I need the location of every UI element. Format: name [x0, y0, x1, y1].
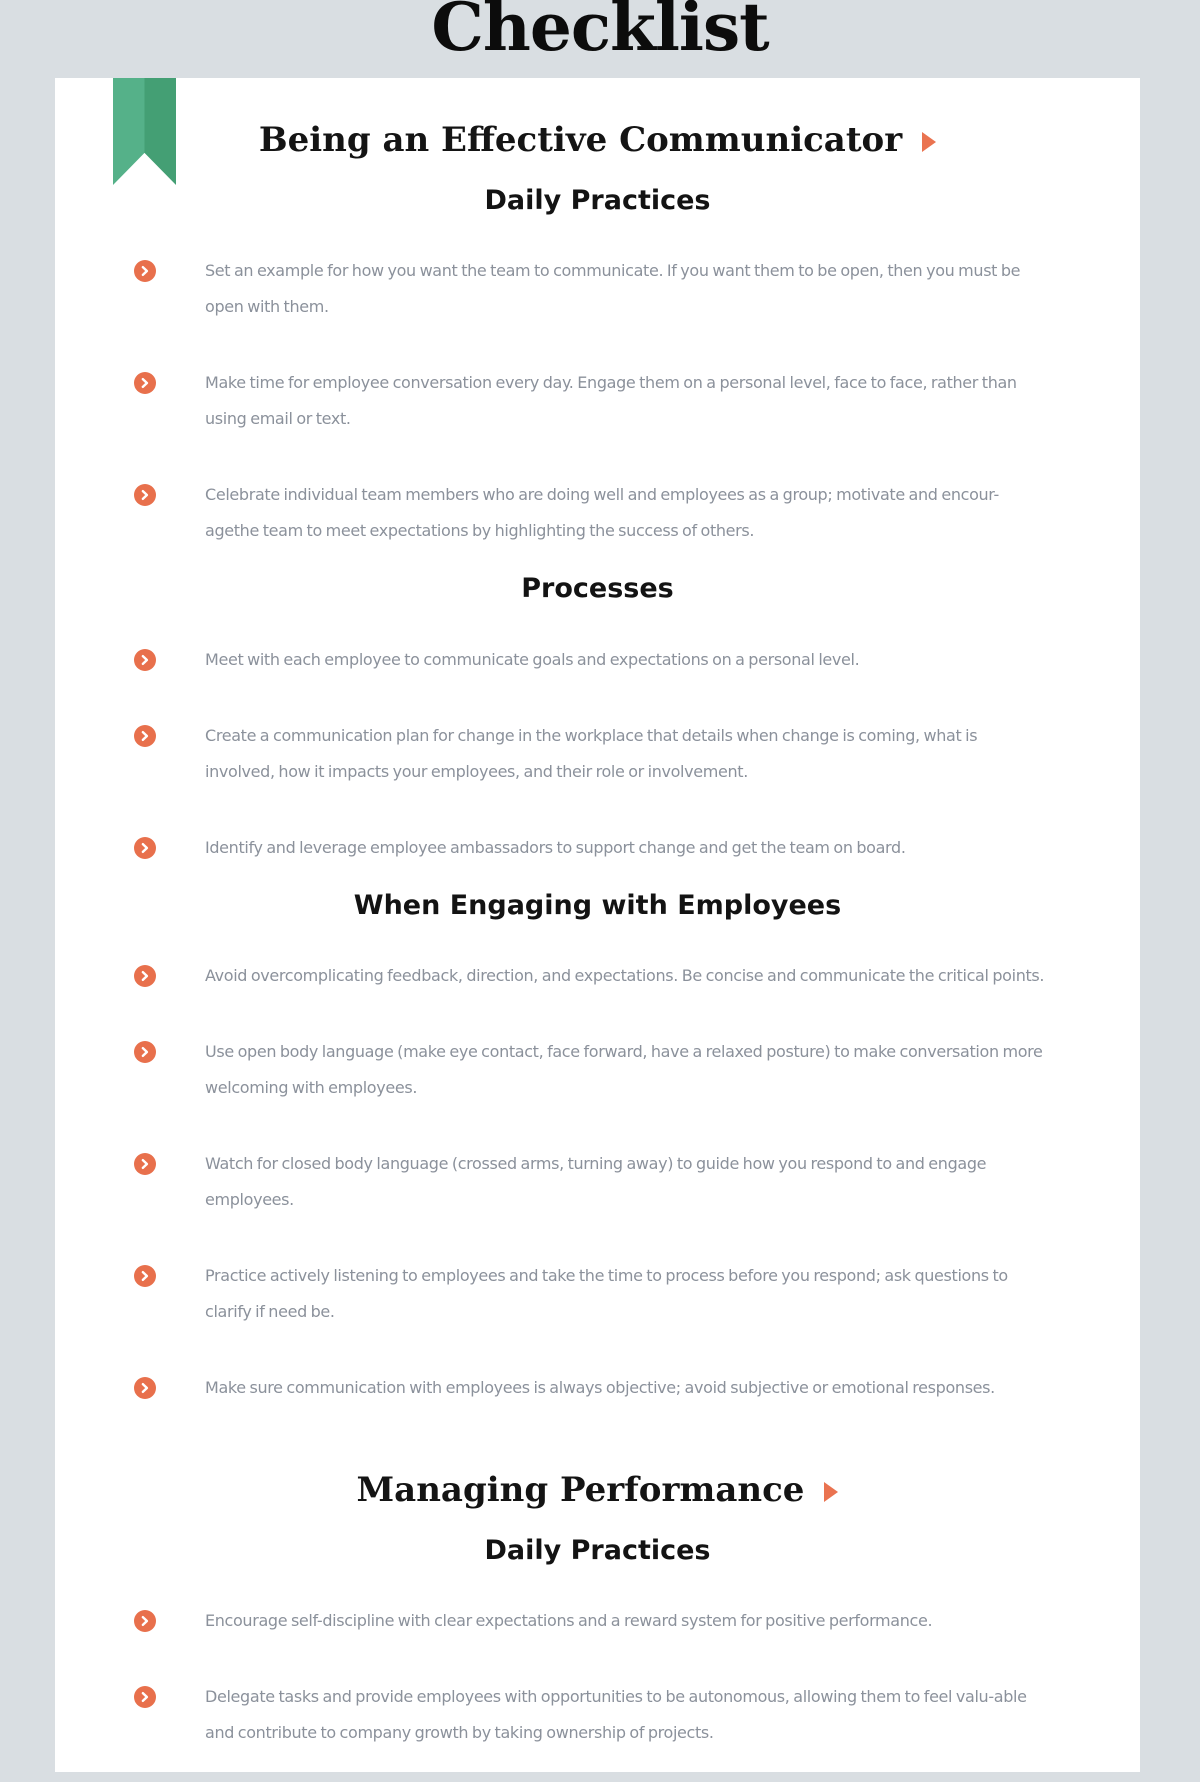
- checklist-item: [205, 830, 1050, 866]
- section: [205, 1470, 1050, 1751]
- checklist-item-text: Watch for closed body language (crossed arms, turning away) to guide how you respond to and engage employees.: [205, 1153, 987, 1209]
- chevron-right-bullet-icon: [134, 260, 156, 282]
- checklist-item: [205, 1034, 1050, 1106]
- section: [205, 120, 1050, 1406]
- group-heading: Daily Practices: [484, 184, 711, 216]
- chevron-right-bullet-icon: [134, 1686, 156, 1708]
- checklist-item: [205, 253, 1050, 325]
- checklist-item-text: Encourage self-discipline with clear expectations and a reward system for positive performance.: [205, 1611, 933, 1631]
- chevron-right-bullet-icon: [134, 649, 156, 671]
- checklist-item-text: Identify and leverage employee ambassadors to support change and get the team on board.: [205, 837, 906, 857]
- checklist-item-text: Create a communication plan for change in the workplace that details when change is coming, what is involved, how it impacts your employees, and their role or involvement.: [205, 725, 978, 781]
- checklist-item: [205, 1146, 1050, 1218]
- checklist-item: [205, 1370, 1050, 1406]
- checklist-item: [205, 642, 1050, 678]
- chevron-right-bullet-icon: [134, 484, 156, 506]
- checklist-item: [205, 1603, 1050, 1639]
- checklist-items: [205, 642, 1050, 866]
- chevron-right-bullet-icon: [134, 837, 156, 859]
- section-title: [55, 1470, 1140, 1511]
- checklist-items: [205, 1603, 1050, 1751]
- triangle-right-icon: [824, 1482, 838, 1502]
- checklist-item-text: Practice actively listening to employees and take the time to process before you respond; ask questions to clarify if need be.: [205, 1265, 1008, 1321]
- checklist-card: [55, 78, 1140, 1772]
- chevron-right-bullet-icon: [134, 372, 156, 394]
- group-heading: Processes: [521, 573, 674, 605]
- chevron-right-bullet-icon: [134, 1377, 156, 1399]
- checklist-item-text: Celebrate individual team members who are doing well and employees as a group; motivate and encour-agethe team to meet expectations by highlighting the success of others.: [205, 485, 999, 541]
- chevron-right-bullet-icon: [134, 725, 156, 747]
- checklist-item: [205, 718, 1050, 790]
- checklist-item: [205, 1258, 1050, 1330]
- group-heading: Daily Practices: [484, 1534, 711, 1566]
- section-title: [55, 120, 1140, 161]
- checklist-group: [205, 185, 1050, 549]
- checklist-items: [205, 253, 1050, 549]
- group-heading: When Engaging with Employees: [353, 889, 842, 921]
- chevron-right-bullet-icon: [134, 965, 156, 987]
- checklist-item-text: Delegate tasks and provide employees with opportunities to be autonomous, allowing them to feel valu-able and contribute to company growth by taking ownership of projects.: [205, 1687, 1027, 1743]
- checklist-item: [205, 477, 1050, 549]
- checklist-item-text: Meet with each employee to communicate goals and expectations on a personal level.: [205, 649, 860, 669]
- checklist-item-text: Make sure communication with employees is always objective; avoid subjective or emotional responses.: [205, 1377, 995, 1397]
- chevron-right-bullet-icon: [134, 1610, 156, 1632]
- chevron-right-bullet-icon: [134, 1153, 156, 1175]
- checklist-item-text: Use open body language (make eye contact, face forward, have a relaxed posture) to make conversation more welcoming with employees.: [205, 1041, 1043, 1097]
- chevron-right-bullet-icon: [134, 1041, 156, 1063]
- checklist-group: [205, 573, 1050, 865]
- checklist-item-text: Make time for employee conversation every day. Engage them on a personal level, face to face, rather than using email or text.: [205, 373, 1017, 429]
- checklist-item-text: Set an example for how you want the team to communicate. If you want them to be open, then you must be open with them.: [205, 261, 1021, 317]
- checklist-item: [205, 1679, 1050, 1751]
- chevron-right-bullet-icon: [134, 1265, 156, 1287]
- checklist-group: [205, 1535, 1050, 1751]
- section-title-text: Managing Performance: [356, 1469, 805, 1510]
- checklist-items: [205, 958, 1050, 1406]
- checklist-item-text: Avoid overcomplicating feedback, direction, and expectations. Be concise and communicate the critical points.: [205, 965, 1045, 985]
- checklist-group: [205, 890, 1050, 1406]
- checklist-content: [55, 120, 1140, 1751]
- triangle-right-icon: [922, 132, 936, 152]
- page-title: Checklist: [431, 0, 769, 66]
- checklist-item: [205, 958, 1050, 994]
- section-title-text: Being an Effective Communicator: [258, 120, 903, 160]
- checklist-item: [205, 365, 1050, 437]
